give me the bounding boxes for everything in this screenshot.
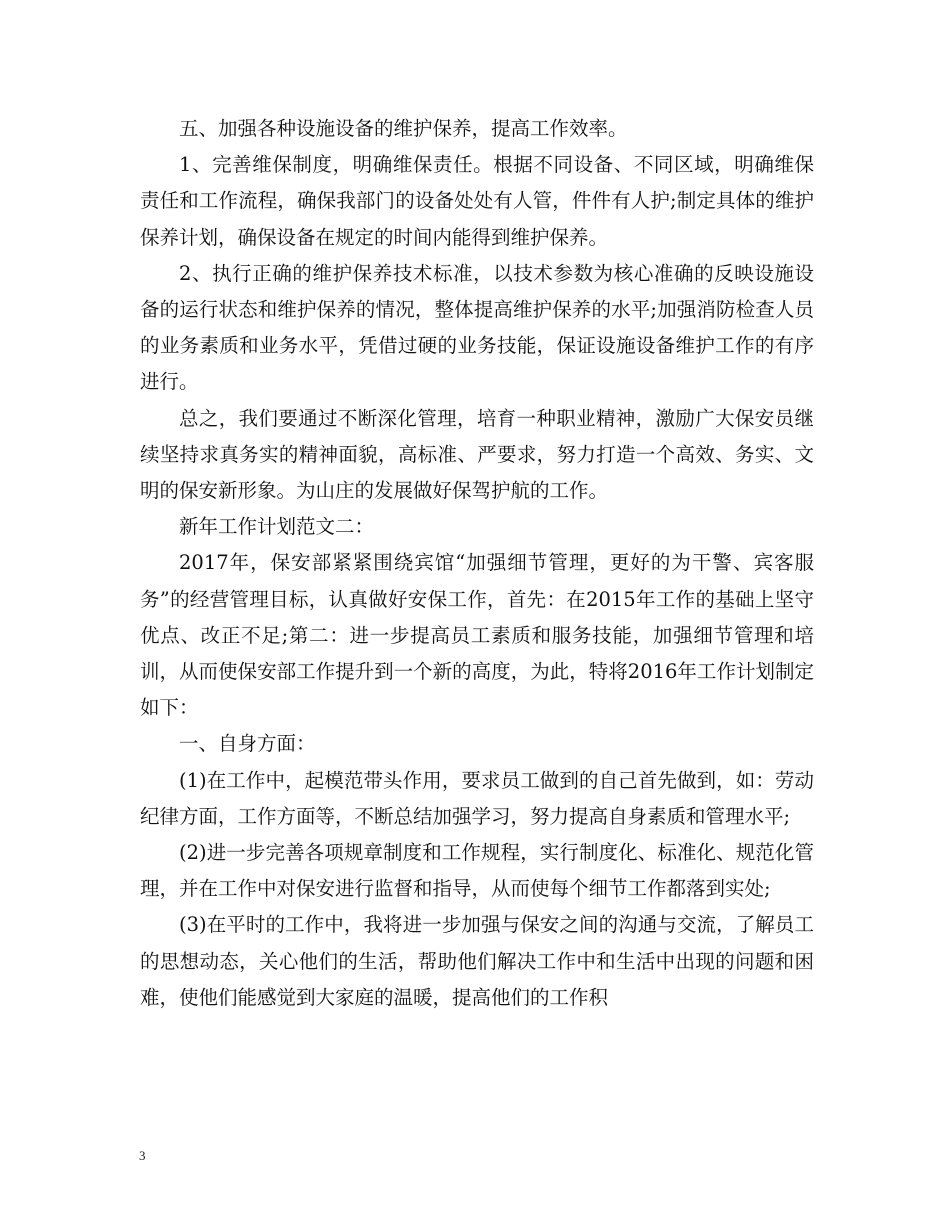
document-body xyxy=(140,111,814,1016)
paragraph-self-aspect-heading: 一、自身方面： xyxy=(179,732,316,756)
paragraph-sample-two-heading: 新年工作计划范文二： xyxy=(179,515,375,539)
paragraph-maintenance-system: 1、完善维保制度，明确维保责任。根据不同设备、不同区域，明确维保责任和工作流程，确保我部门的设备处处有人管，件件有人护;制定具体的维护保养计划，确保设备在规定的时间内能得到维护保养。 xyxy=(140,153,814,249)
paragraph-item-1: (1)在工作中，起模范带头作用，要求员工做到的自己首先做到，如：劳动纪律方面，工作方面等，不断总结加强学习，努力提高自身素质和管理水平; xyxy=(140,768,814,828)
paragraph-maintenance-standards: 2、执行正确的维护保养技术标准，以技术参数为核心准确的反映设施设备的运行状态和维护保养的情况，整体提高维护保养的水平;加强消防检查人员的业务素质和业务水平，凭借过硬的业务技能，保证设施设备维护工作的有序进行。 xyxy=(140,261,814,394)
paragraph-item-3: (3)在平时的工作中，我将进一步加强与保安之间的沟通与交流，了解员工的思想动态，关心他们的生活，帮助他们解决工作中和生活中出现的问题和困难，使他们能感觉到大家庭的温暖，提高他们的工作积 xyxy=(140,913,814,1009)
paragraph-summary: 总之，我们要通过不断深化管理，培育一种职业精神，激励广大保安员继续坚持求真务实的精神面貌，高标准、严要求，努力打造一个高效、务实、文明的保安新形象。为山庄的发展做好保驾护航的工作。 xyxy=(140,406,814,503)
paragraph-section-five-heading: 五、加强各种设施设备的维护保养，提高工作效率。 xyxy=(179,117,628,140)
page-number: 3 xyxy=(139,1148,146,1163)
paragraph-item-2: (2)进一步完善各项规章制度和工作规程，实行制度化、标准化、规范化管理，并在工作中对保安进行监督和指导，从而使每个细节工作都落到实处; xyxy=(140,841,814,901)
paragraph-2017-plan-intro: 2017年，保安部紧紧围绕宾馆“加强细节管理，更好的为干警、宾客服务”的经营管理目标，认真做好安保工作，首先：在2015年工作的基础上坚守优点、改正不足;第二：进一步提高员工素质和服务技能，加强细节管理和培训，从而使保安部工作提升到一个新的高度，为此，特将2016年工作计划制定如下： xyxy=(140,551,814,720)
